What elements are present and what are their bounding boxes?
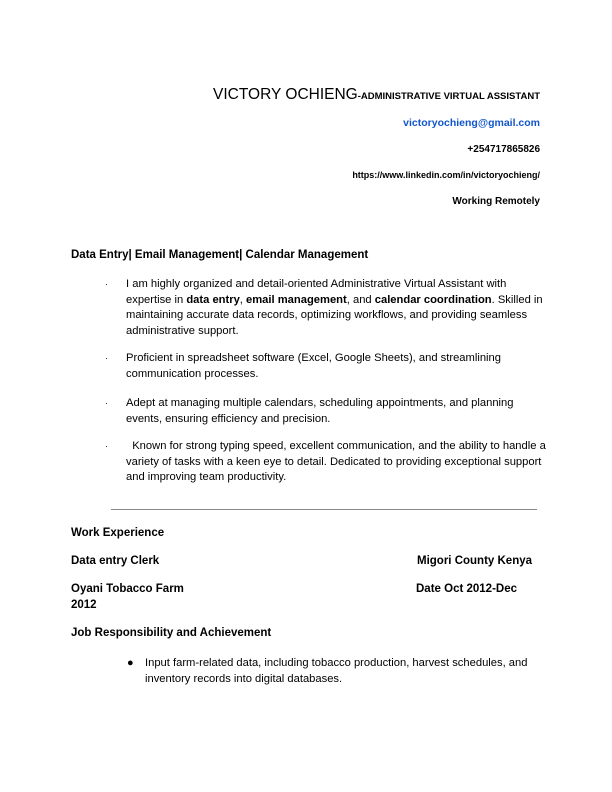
phone-number: +254717865826 — [467, 144, 540, 155]
job-location: Migori County Kenya — [417, 555, 533, 567]
bold-email-management: email management — [246, 293, 347, 306]
work-experience-heading: Work Experience — [71, 527, 165, 539]
bullet-icon: ● — [127, 657, 134, 669]
responsibilities-heading: Job Responsibility and Achievement — [71, 627, 272, 639]
bullet-icon: · — [105, 353, 108, 363]
job-title-suffix: -ADMINISTRATIVE VIRTUAL ASSISTANT — [357, 91, 540, 102]
bullet-icon: · — [105, 279, 108, 289]
company-name: Oyani Tobacco Farm — [71, 583, 184, 595]
job-title: Data entry Clerk — [71, 555, 160, 567]
job-dates: Date Oct 2012-Dec — [416, 583, 517, 595]
work-location: Working Remotely — [452, 196, 540, 207]
skills-heading: Data Entry| Email Management| Calendar Management — [71, 249, 369, 261]
email-link[interactable]: victoryochieng@gmail.com — [403, 117, 540, 129]
bold-data-entry: data entry — [186, 293, 240, 306]
bullet-icon: · — [105, 441, 108, 451]
bullet-icon: · — [105, 398, 108, 408]
job-dates-continued: 2012 — [71, 599, 97, 611]
candidate-name: VICTORY OCHIENG — [213, 86, 358, 103]
name-title-line — [213, 86, 540, 104]
section-divider — [111, 509, 537, 510]
bold-calendar-coordination: calendar coordination — [374, 293, 492, 306]
linkedin-url[interactable]: https://www.linkedin.com/in/victoryochieng/ — [352, 170, 540, 180]
